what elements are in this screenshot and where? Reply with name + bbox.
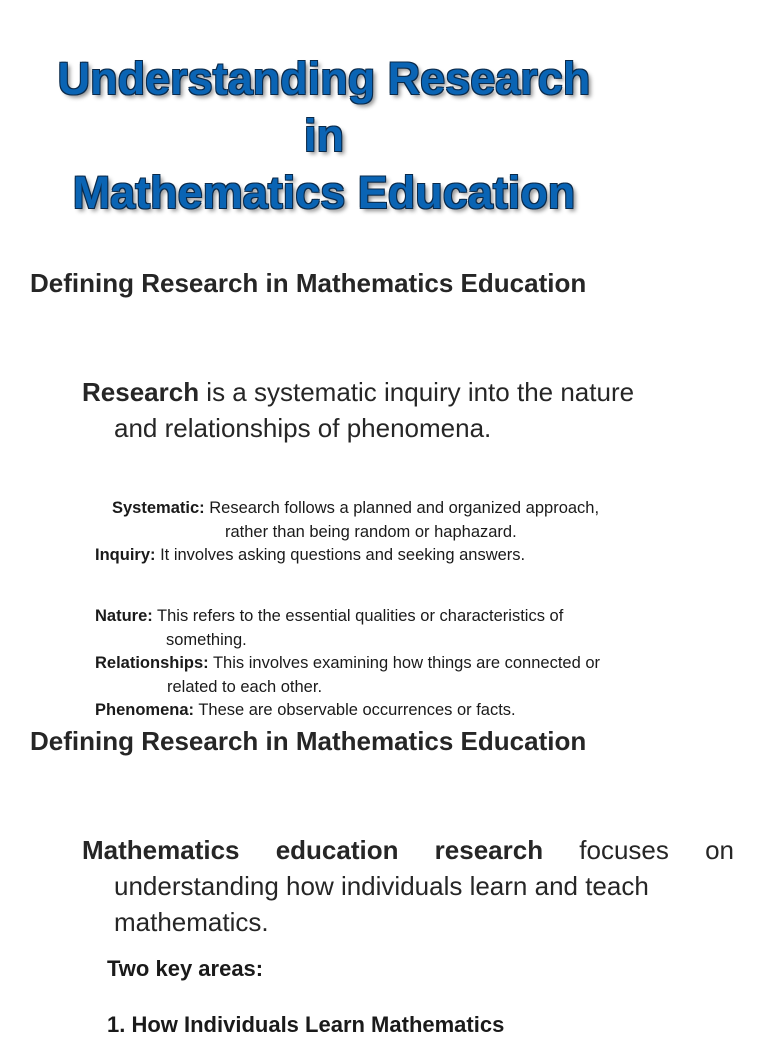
glossary-text: This refers to the essential qualities or characteristics of [152,607,564,625]
section-heading: Defining Research in Mathematics Education [30,726,587,756]
glossary-text-continued: something. [166,630,247,649]
glossary-text: These are observable occurrences or facts. [194,701,516,719]
definition-text: is a systematic inquiry into the nature [199,377,635,407]
document-title [0,50,648,221]
glossary-term: Nature: [95,607,153,625]
definition-line-2: understanding how individuals learn and teach [114,871,649,901]
glossary-text-continued: related to each other. [167,677,323,696]
definition-word: on [705,835,734,865]
glossary-text-continued: rather than being random or haphazard. [225,522,517,541]
glossary-text: It involves asking questions and seeking answers. [155,546,526,564]
glossary-item-inquiry [95,544,525,568]
glossary-term: Systematic: [112,499,205,517]
definition-term-word: Mathematics [82,835,240,865]
glossary-item-relationships [95,652,600,699]
definition-word: focuses [579,835,669,865]
glossary-item-systematic [112,497,599,544]
math-education-research-definition [82,832,734,940]
glossary-text: Research follows a planned and organized approach, [204,499,600,517]
glossary-term: Inquiry: [95,546,156,564]
title-line-1: Understanding Research [57,53,591,104]
definition-line-1 [82,832,734,868]
list-item: 1. How Individuals Learn Mathematics [107,1012,505,1037]
glossary-item-phenomena [95,699,516,723]
glossary-text: This involves examining how things are connected or [208,654,601,672]
glossary-item-nature [95,605,563,652]
glossary-term: Phenomena: [95,701,195,719]
glossary-term: Relationships: [95,654,209,672]
key-areas-label: Two key areas: [107,956,264,981]
definition-text-line-2: and relationships of phenomena. [114,413,492,443]
research-definition [82,374,722,446]
title-line-2: in [304,110,344,161]
definition-term-word: research [434,835,544,865]
title-line-3: Mathematics Education [72,167,576,218]
section-heading: Defining Research in Mathematics Education [30,268,587,298]
definition-term-word: education [275,835,399,865]
definition-line-3: mathematics. [114,907,269,937]
definition-term: Research [82,377,200,407]
